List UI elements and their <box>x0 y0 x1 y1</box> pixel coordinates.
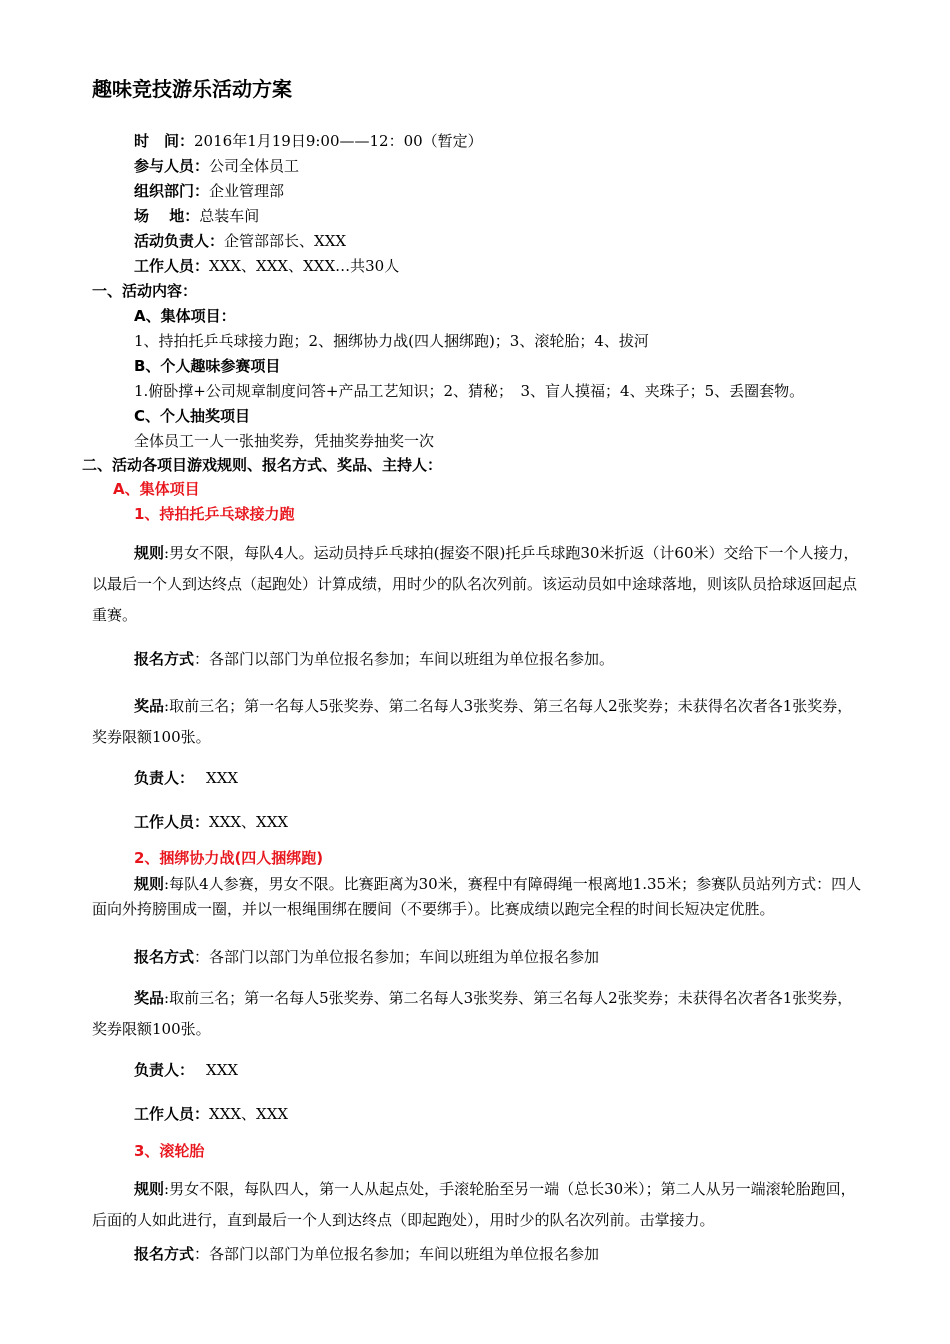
rule-text: :男女不限，每队4人。运动员持乒乓球拍(握姿不限)托乒乓球跑30米折返（计60米）交给下一个人接力，以最后一个人到达终点（起跑处）计算成绩，用时少的队名次列前。该运动员如中途球落地，则该队员拾球返回起点重赛。 <box>92 544 859 624</box>
item2-rule <box>92 872 862 922</box>
info-value: 2016年1月19日9:00——12：00（暂定） <box>194 132 483 150</box>
section1-a-text: 1、持拍托乒乓球接力跑；2、捆绑协力战(四人捆绑跑)；3、滚轮胎；4、拔河 <box>134 332 649 350</box>
owner-value: XXX <box>206 1061 239 1079</box>
info-venue <box>134 205 259 227</box>
section1-heading: 一、活动内容： <box>92 282 198 300</box>
owner-label: 负责人： <box>134 769 195 787</box>
signup-label: 报名方式 <box>134 650 195 668</box>
section1-a-heading: A、集体项目： <box>134 307 236 325</box>
signup-text: ：各部门以部门为单位报名参加；车间以班组为单位报名参加。 <box>194 650 615 668</box>
section1-b-heading: B、个人趣味参赛项目 <box>134 357 281 375</box>
item2-signup <box>134 946 599 968</box>
item1-owner <box>134 767 238 789</box>
signup-label: 报名方式 <box>134 1245 195 1263</box>
section1-c-text: 全体员工一人一张抽奖券，凭抽奖券抽奖一次 <box>134 432 435 450</box>
info-staff <box>134 255 399 277</box>
info-participants <box>134 155 299 177</box>
info-label: 工作人员： <box>134 257 210 275</box>
section2-a-heading: A、集体项目 <box>113 480 200 498</box>
item3-title: 3、滚轮胎 <box>134 1142 205 1160</box>
section1-c-heading: C、个人抽奖项目 <box>134 407 251 425</box>
info-value: 企业管理部 <box>209 182 285 200</box>
item3-rule <box>92 1174 862 1236</box>
item1-staff <box>134 811 288 833</box>
owner-label: 负责人： <box>134 1061 195 1079</box>
document-title: 趣味竞技游乐活动方案 <box>92 77 292 101</box>
item2-prize <box>92 983 862 1045</box>
section2-heading: 二、活动各项目游戏规则、报名方式、奖品、主持人： <box>82 456 443 474</box>
staff-label: 工作人员： <box>134 813 210 831</box>
prize-text: :取前三名；第一名每人5张奖券、第二名每人3张奖券、第三名每人2张奖券；未获得名次者各1张奖券，奖券限额100张。 <box>92 989 853 1038</box>
item1-rule <box>92 538 862 631</box>
info-label: 活动负责人： <box>134 232 225 250</box>
info-label: 组织部门： <box>134 182 210 200</box>
info-time <box>134 130 483 152</box>
info-label: 时 间： <box>134 132 195 150</box>
info-value: 总装车间 <box>199 207 260 225</box>
rule-label: 规则 <box>134 875 165 893</box>
signup-text: ：各部门以部门为单位报名参加；车间以班组为单位报名参加 <box>194 1245 600 1263</box>
info-value: 企管部部长、XXX <box>224 232 347 250</box>
prize-label: 奖品 <box>134 989 165 1007</box>
item2-staff <box>134 1103 288 1125</box>
info-value: XXX、XXX、XXX…共30人 <box>209 257 400 275</box>
item1-signup <box>134 648 614 670</box>
info-label: 场 地： <box>134 207 200 225</box>
info-leader <box>134 230 346 252</box>
prize-text: :取前三名；第一名每人5张奖券、第二名每人3张奖券、第三名每人2张奖券；未获得名次者各1张奖券，奖券限额100张。 <box>92 697 853 746</box>
staff-value: XXX、XXX <box>209 813 289 831</box>
signup-label: 报名方式 <box>134 948 195 966</box>
rule-label: 规则 <box>134 1180 165 1198</box>
item2-title: 2、捆绑协力战(四人捆绑跑) <box>134 849 324 867</box>
item1-prize <box>92 691 862 753</box>
owner-value: XXX <box>206 769 239 787</box>
signup-text: ：各部门以部门为单位报名参加；车间以班组为单位报名参加 <box>194 948 600 966</box>
item3-signup <box>134 1243 599 1265</box>
prize-label: 奖品 <box>134 697 165 715</box>
rule-text: :每队4人参赛，男女不限。比赛距离为30米，赛程中有障碍绳一根离地1.35米；参赛队员站列方式：四人面向外挎膀围成一圈，并以一根绳围绑在腰间（不要绑手）。比赛成绩以跑完全程的时间长短决定优胜。 <box>92 875 862 918</box>
rule-text: :男女不限，每队四人，第一人从起点处，手滚轮胎至另一端（总长30米）；第二人从另一端滚轮胎跑回，后面的人如此进行，直到最后一个人到达终点（即起跑处），用时少的队名次列前。击掌接力。 <box>92 1180 856 1229</box>
item1-title: 1、持拍托乒乓球接力跑 <box>134 505 295 523</box>
item2-owner <box>134 1059 238 1081</box>
info-department <box>134 180 284 202</box>
staff-value: XXX、XXX <box>209 1105 289 1123</box>
info-label: 参与人员： <box>134 157 210 175</box>
staff-label: 工作人员： <box>134 1105 210 1123</box>
info-value: 公司全体员工 <box>209 157 300 175</box>
section1-b-text: 1.俯卧撑+公司规章制度问答+产品工艺知识；2、猜秘； 3、盲人摸福；4、夹珠子；5、丢圈套物。 <box>134 382 805 400</box>
rule-label: 规则 <box>134 544 165 562</box>
